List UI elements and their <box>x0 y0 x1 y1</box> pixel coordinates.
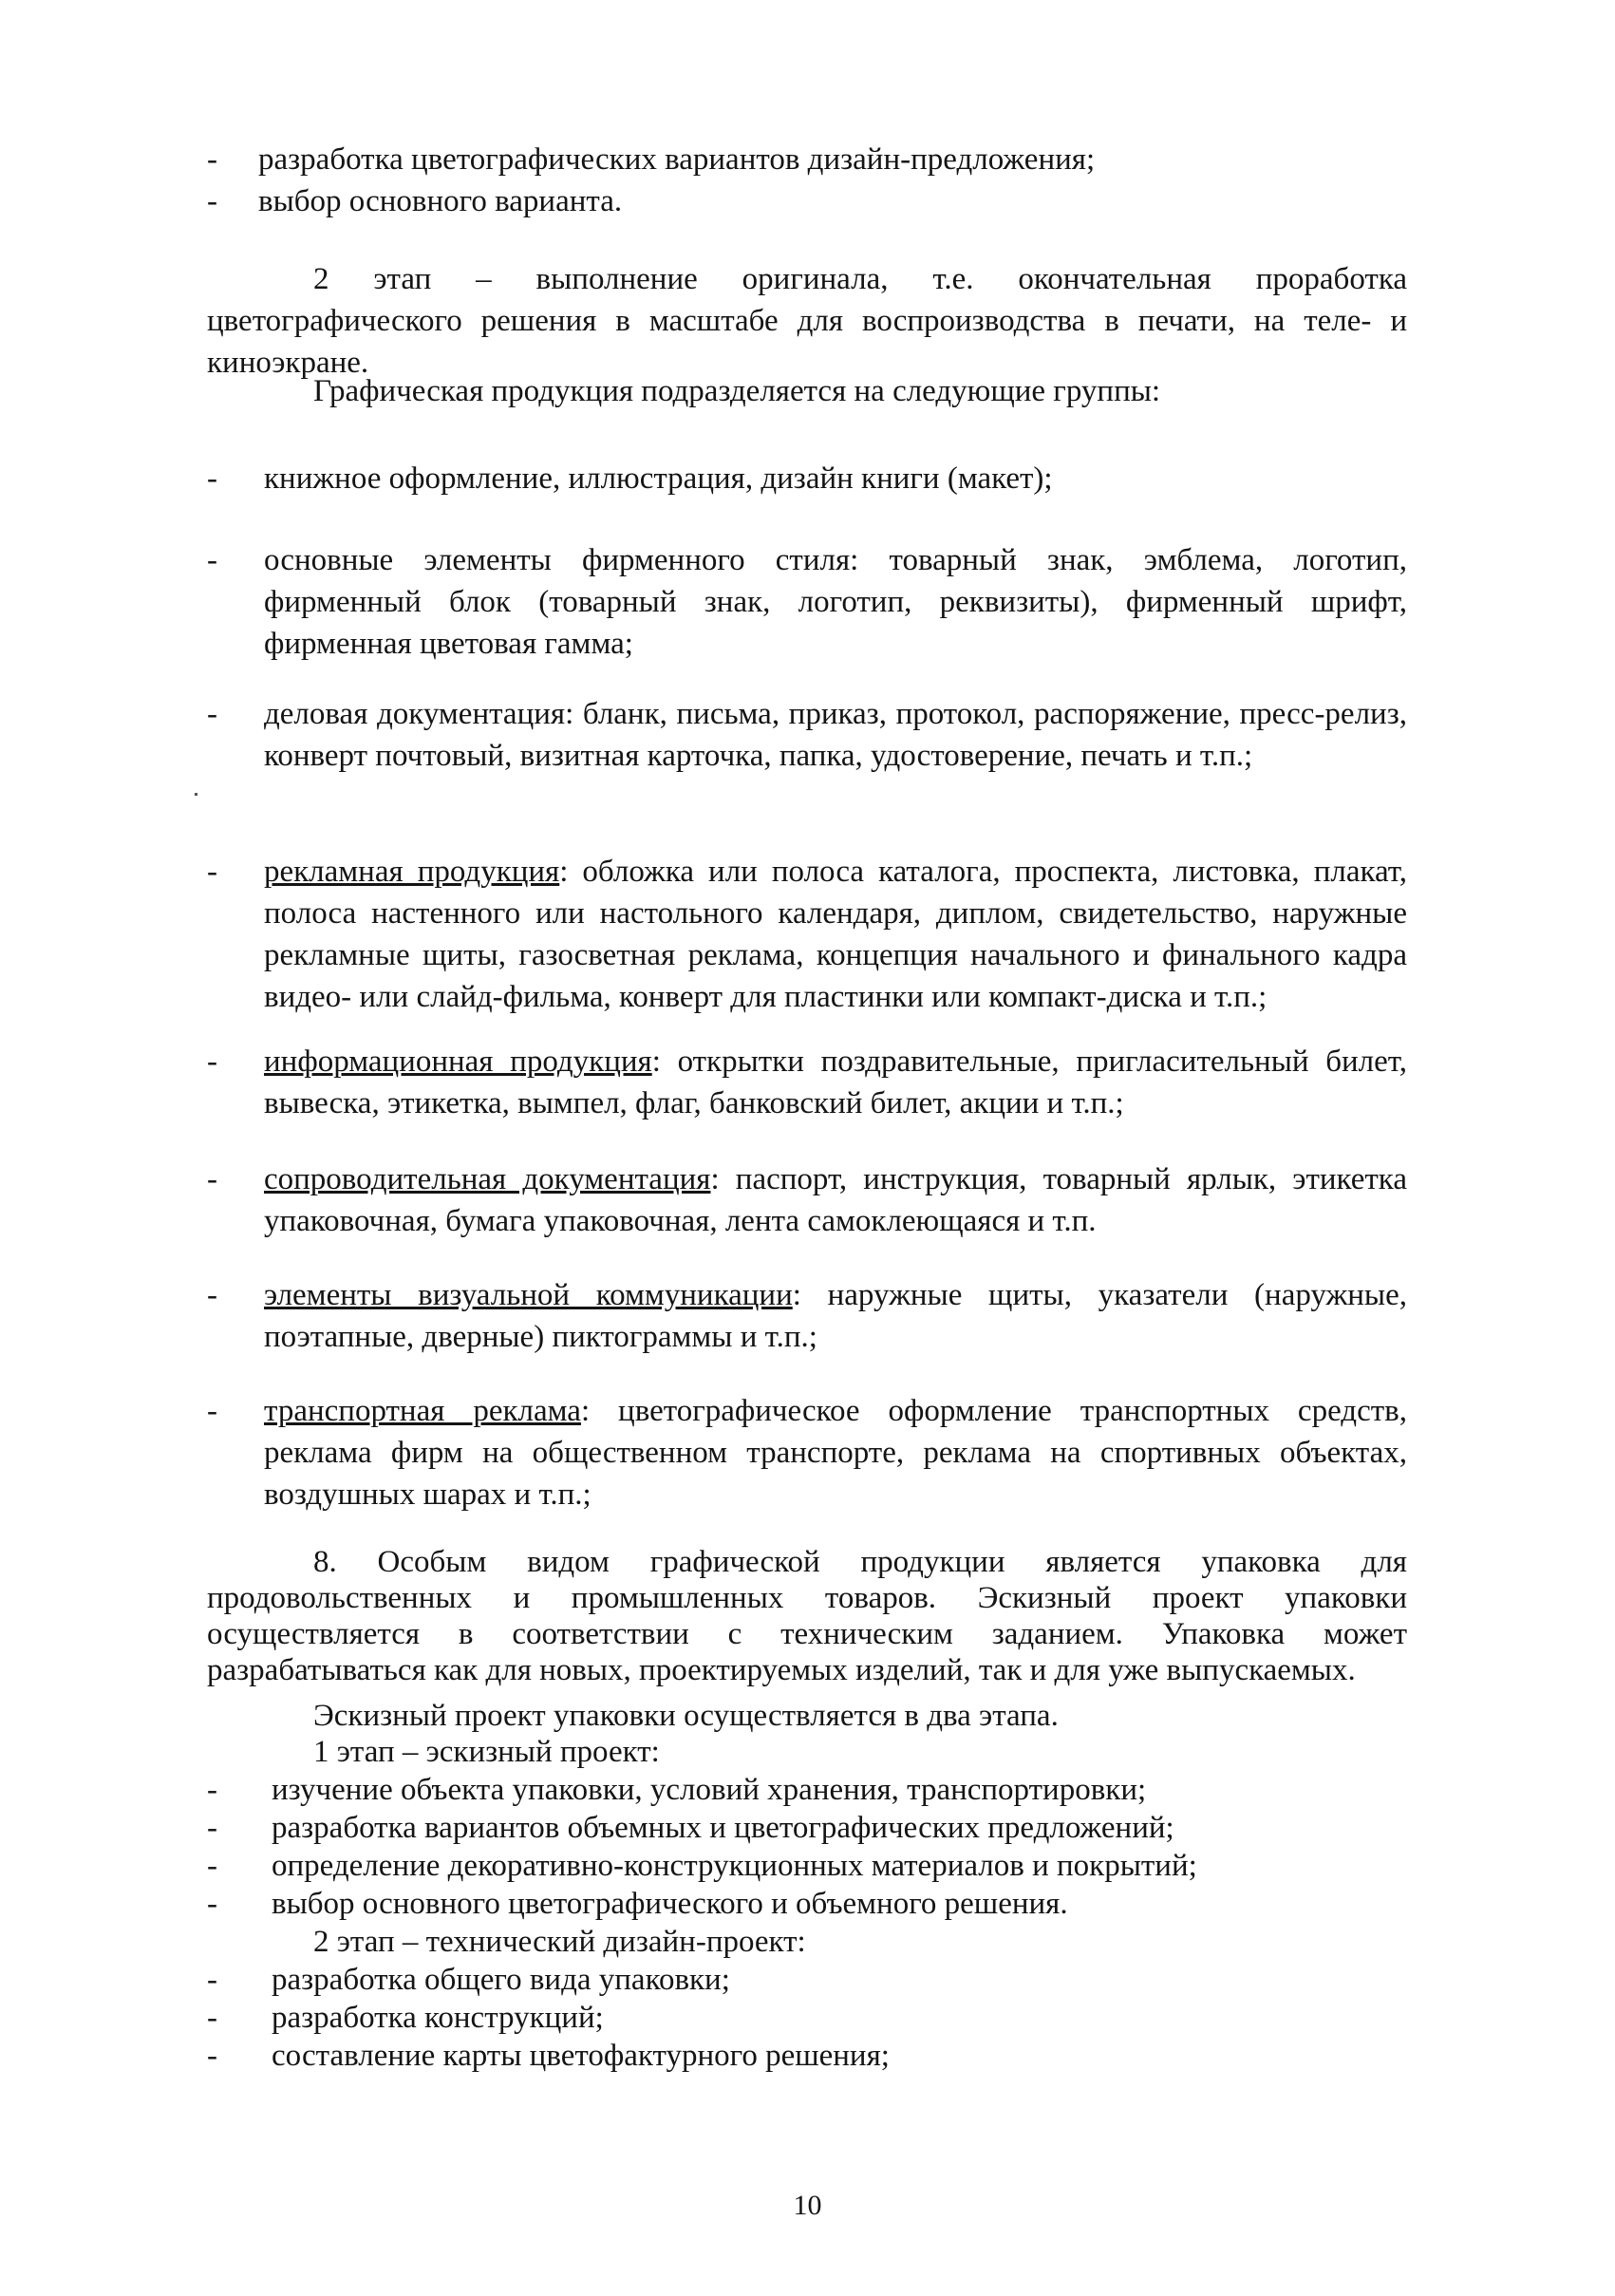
list-dash: - <box>207 461 217 496</box>
group-term: рекламная продукция <box>264 855 560 889</box>
list-dash: - <box>207 543 217 577</box>
group-text: : обложка или полоса каталога, проспекта, листовка, плакат, полоса настенного или настольного календаря, диплом, свидетельство, наружные рекламные щиты, газосветная реклама, концепция начального и финального кадра видео- или слайд-фильма, конверт для пластинки или компакт-диска и т.п.; <box>264 855 1407 1014</box>
pack-stage1-item: определение декоративно-конструкционных материалов и покрытий; <box>272 1849 1197 1883</box>
list-dash: - <box>207 1773 217 1807</box>
group-text: : паспорт, инструкция, товарный ярлык, этикетка упаковочная, бумага упаковочная, лента самоклеющаяся и т.п. <box>264 1162 1407 1238</box>
group-text: деловая документация: бланк, письма, приказ, протокол, распоряжение, пресс-релиз, конверт почтовый, визитная карточка, папка, удостоверение, печать и т.п.; <box>264 697 1407 773</box>
page-number: 10 <box>793 2190 822 2221</box>
group-item <box>264 539 1407 665</box>
pack-stage2-item: разработка конструкций; <box>272 2001 604 2035</box>
list-dash: - <box>207 142 217 177</box>
list-dash: - <box>207 1849 217 1883</box>
group-text: : наружные щиты, указатели (наружные, поэтапные, дверные) пиктограммы и т.п.; <box>264 1278 1407 1354</box>
group-term: элементы визуальной коммуникации <box>264 1278 793 1312</box>
group-term: сопроводительная документация <box>264 1162 711 1196</box>
packaging-paragraph: 8. Особым видом графической продукции является упаковка для продовольственных и промышленных товаров. Эскизный проект упаковки осуществляется в соответствии с техническим заданием. Упаковка может разрабатываться как для новых, проектируемых изделий, так и для уже выпускаемых. <box>207 1545 1407 1687</box>
pack-stage2-item: составление карты цветофактурного решения; <box>272 2039 890 2073</box>
group-text: основные элементы фирменного стиля: товарный знак, эмблема, логотип, фирменный блок (товарный знак, логотип, реквизиты), фирменный шрифт, фирменная цветовая гамма; <box>264 543 1407 661</box>
pack-stage1-title: 1 этап – эскизный проект: <box>313 1735 660 1769</box>
list-dash: - <box>207 2001 217 2035</box>
groups-intro: Графическая продукция подразделяется на следующие группы: <box>313 374 1161 408</box>
group-item <box>264 1390 1407 1515</box>
group-item <box>264 693 1407 777</box>
list-dash: - <box>207 1963 217 1997</box>
group-term: информационная продукция <box>264 1044 652 1079</box>
group-item <box>264 1158 1407 1242</box>
list-dash: - <box>207 2039 217 2073</box>
scan-speck <box>195 793 197 796</box>
group-text: : цветографическое оформление транспортных средств, реклама фирм на общественном транспорте, реклама на спортивных объектах, воздушных шарах и т.п.; <box>264 1394 1407 1512</box>
list-dash: - <box>207 1162 217 1196</box>
list-dash: - <box>207 184 217 218</box>
top-list-item: разработка цветографических вариантов дизайн-предложения; <box>258 142 1096 177</box>
pack-stage2-item: разработка общего вида упаковки; <box>272 1963 730 1997</box>
pack-stage1-item: выбор основного цветографического и объемного решения. <box>272 1887 1068 1921</box>
stage2-paragraph: 2 этап – выполнение оригинала, т.е. окончательная проработка цветографического решения в масштабе для воспроизводства в печати, на теле- и киноэкране. <box>207 262 1407 380</box>
pack-stage2-title: 2 этап – технический дизайн-проект: <box>313 1925 806 1959</box>
list-dash: - <box>207 855 217 889</box>
group-item <box>264 1274 1407 1358</box>
pack-stage1-item: разработка вариантов объемных и цветографических предложений; <box>272 1811 1174 1845</box>
list-dash: - <box>207 1044 217 1079</box>
group-item <box>264 851 1407 1018</box>
group-text: : открытки поздравительные, пригласительный билет, вывеска, этикетка, вымпел, флаг, банковский билет, акции и т.п.; <box>264 1044 1407 1120</box>
top-list-item: выбор основного варианта. <box>258 184 623 218</box>
group-term: транспортная реклама <box>264 1394 581 1428</box>
group-text: книжное оформление, иллюстрация, дизайн книги (макет); <box>264 461 1053 496</box>
list-dash: - <box>207 697 217 731</box>
list-dash: - <box>207 1887 217 1921</box>
group-item <box>264 458 1407 499</box>
pack-stage1-item: изучение объекта упаковки, условий хранения, транспортировки; <box>272 1773 1147 1807</box>
list-dash: - <box>207 1811 217 1845</box>
packaging-stages-intro: Эскизный проект упаковки осуществляется в два этапа. <box>313 1699 1059 1733</box>
group-item <box>264 1041 1407 1124</box>
list-dash: - <box>207 1394 217 1428</box>
list-dash: - <box>207 1278 217 1312</box>
